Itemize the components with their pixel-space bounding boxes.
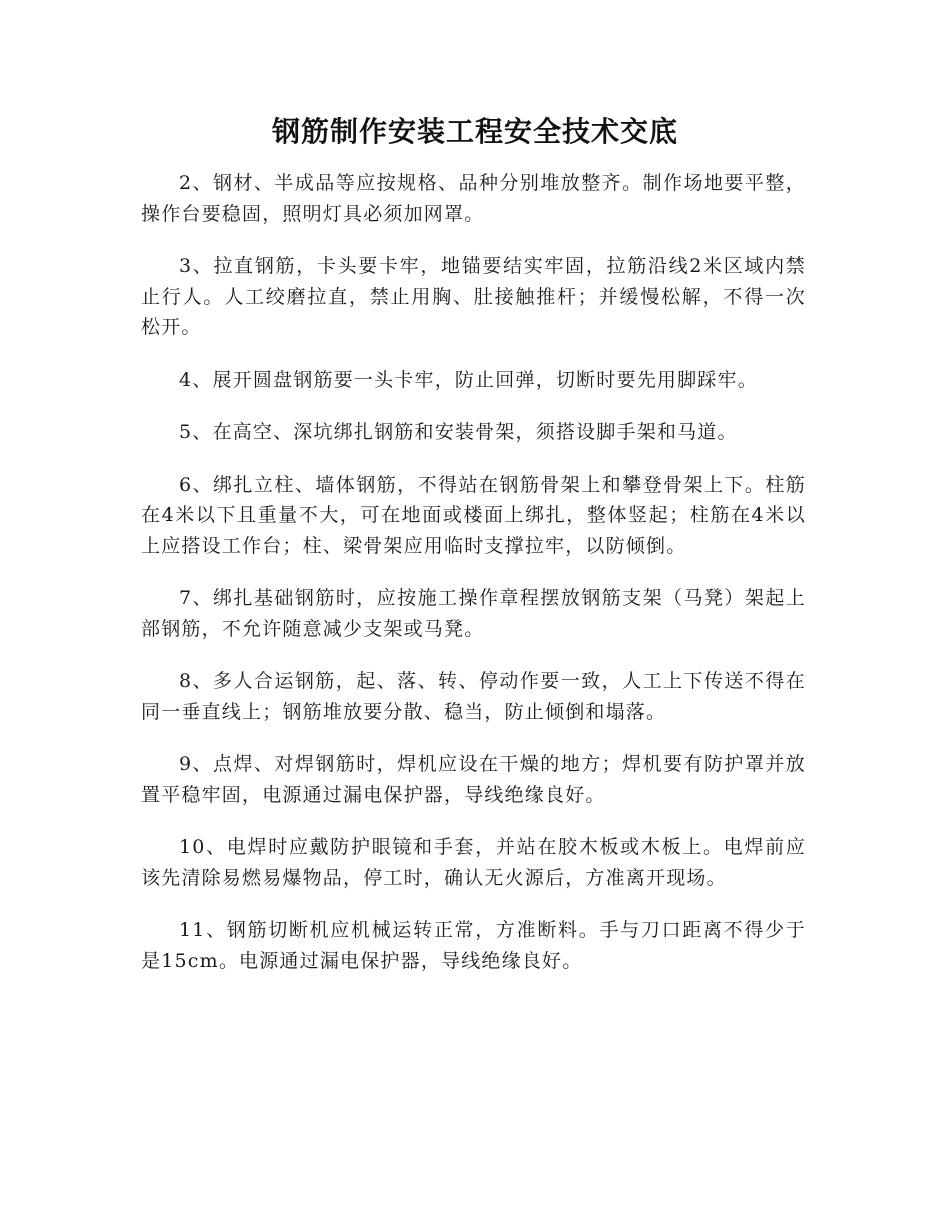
- paragraph-item-6: 6、绑扎立柱、墙体钢筋，不得站在钢筋骨架上和攀登骨架上下。柱筋在4米以下且重量不大，可在地面或楼面上绑扎，整体竖起；柱筋在4米以上应搭设工作台；柱、梁骨架应用临时支撑拉牢，以防倾倒。: [141, 473, 806, 557]
- paragraph-item-2: 2、钢材、半成品等应按规格、品种分别堆放整齐。制作场地要平整，操作台要稳固，照明灯具必须加网罩。: [141, 172, 806, 225]
- paragraph-item-9: 9、点焊、对焊钢筋时，焊机应设在干燥的地方；焊机要有防护罩并放置平稳牢固，电源通过漏电保护器，导线绝缘良好。: [141, 753, 806, 806]
- paragraph-item-7: 7、绑扎基础钢筋时，应按施工操作章程摆放钢筋支架（马凳）架起上部钢筋，不允许随意减少支架或马凳。: [141, 587, 806, 640]
- paragraph-item-10: 10、电焊时应戴防护眼镜和手套，并站在胶木板或木板上。电焊前应该先清除易燃易爆物品，停工时，确认无火源后，方准离开现场。: [141, 836, 806, 889]
- paragraph-item-4: 4、展开圆盘钢筋要一头卡牢，防止回弹，切断时要先用脚踩牢。: [179, 368, 758, 391]
- paragraph-item-11: 11、钢筋切断机应机械运转正常，方准断料。手与刀口距离不得少于是15cm。电源通过漏电保护器，导线绝缘良好。: [141, 919, 806, 972]
- paragraph-item-3: 3、拉直钢筋，卡头要卡牢，地锚要结实牢固，拉筋沿线2米区域内禁止行人。人工绞磨拉直，禁止用胸、肚接触推杆；并缓慢松解，不得一次松开。: [141, 255, 806, 338]
- document-title: 钢筋制作安装工程安全技术交底: [271, 115, 678, 148]
- paragraph-item-5: 5、在高空、深坑绑扎钢筋和安装骨架，须搭设脚手架和马道。: [179, 421, 738, 443]
- document-body: [141, 168, 806, 998]
- paragraph-item-8: 8、多人合运钢筋，起、落、转、停动作要一致，人工上下传送不得在同一垂直线上；钢筋堆放要分散、稳当，防止倾倒和塌落。: [141, 670, 806, 723]
